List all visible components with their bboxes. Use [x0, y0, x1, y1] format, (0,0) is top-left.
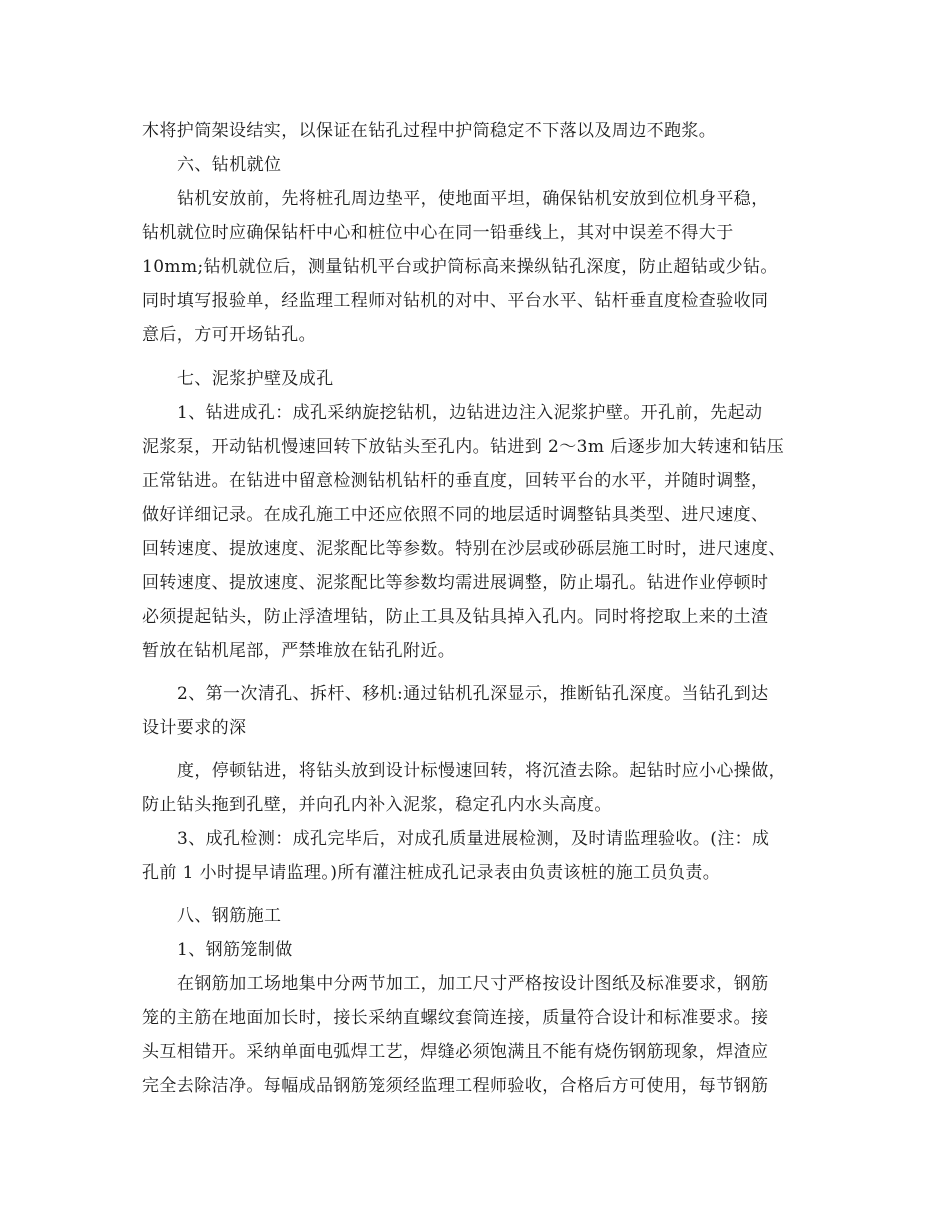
- text-line: 在钢筋加工场地集中分两节加工，加工尺寸严格按设计图纸及标准要求，钢筋: [177, 974, 769, 994]
- text-line: 必须提起钻头，防止浮渣埋钻，防止工具及钻具掉入孔内。同时将挖取上来的土渣: [142, 607, 769, 627]
- text-line: 度，停顿钻进，将钻头放到设计标慢速回转，将沉渣去除。起钻时应小心操做，: [177, 761, 786, 781]
- text-line: 头互相错开。采纳单面电弧焊工艺，焊缝必须饱满且不能有烧伤钢筋现象，焊渣应: [142, 1042, 769, 1062]
- text-line: 孔前 1 小时提早请监理。)所有灌注桩成孔记录表由负责该桩的施工员负责。: [142, 863, 721, 883]
- text-line: 木将护筒架设结实，以保证在钻孔过程中护筒稳定不下落以及周边不跑浆。: [142, 121, 717, 141]
- text-line: 泥浆泵，开动钻机慢速回转下放钻头至孔内。钻进到 2～3m 后逐步加大转速和钻压: [142, 437, 785, 457]
- text-line: 防止钻头拖到孔壁，并向孔内补入泥浆，稳定孔内水头高度。: [142, 795, 612, 815]
- subsection-heading: 1、钢筋笼制做: [177, 940, 293, 960]
- text-line: 钻机就位时应确保钻杆中心和桩位中心在同一铅垂线上，其对中误差不得大于: [142, 223, 734, 243]
- text-line: 1、钻进成孔：成孔采纳旋挖钻机，边钻进边注入泥浆护壁。开孔前，先起动: [177, 403, 763, 423]
- text-line: 回转速度、提放速度、泥浆配比等参数。特别在沙层或砂砾层施工时时，进尺速度、: [142, 539, 786, 559]
- section-heading: 七、泥浆护壁及成孔: [177, 369, 334, 389]
- text-line: 意后，方可开场钻孔。: [142, 325, 316, 345]
- section-heading: 六、钻机就位: [177, 155, 282, 175]
- text-line: 正常钻进。在钻进中留意检测钻机钻杆的垂直度，回转平台的水平，并随时调整，: [142, 471, 769, 491]
- text-line: 做好详细记录。在成孔施工中还应依照不同的地层适时调整钻具类型、进尺速度、: [142, 505, 769, 525]
- text-line: 完全去除洁净。每幅成品钢筋笼须经监理工程师验收，合格后方可使用，每节钢筋: [142, 1076, 769, 1096]
- text-line: 设计要求的深: [142, 718, 247, 738]
- text-line: 3、成孔检测：成孔完毕后，对成孔质量进展检测，及时请监理验收。(注：成: [177, 829, 770, 849]
- text-line: 笼的主筋在地面加长时，接长采纳直螺纹套筒连接，质量符合设计和标准要求。接: [142, 1008, 769, 1028]
- text-line: 钻机安放前，先将桩孔周边垫平，使地面平坦，确保钻机安放到位机身平稳，: [177, 189, 769, 209]
- text-line: 暂放在钻机尾部，严禁堆放在钻孔附近。: [142, 641, 456, 661]
- text-line: 回转速度、提放速度、泥浆配比等参数均需进展调整，防止塌孔。钻进作业停顿时: [142, 573, 769, 593]
- text-line: 同时填写报验单，经监理工程师对钻机的对中、平台水平、钻杆垂直度检查验收同: [142, 291, 769, 311]
- text-line: 2、第一次清孔、拆杆、移机:通过钻机孔深显示，推断钻孔深度。当钻孔到达: [177, 684, 769, 704]
- section-heading: 八、钢筋施工: [177, 906, 282, 926]
- text-line: 10mm;钻机就位后，测量钻机平台或护筒标高来操纵钻孔深度，防止超钻或少钻。: [142, 257, 778, 277]
